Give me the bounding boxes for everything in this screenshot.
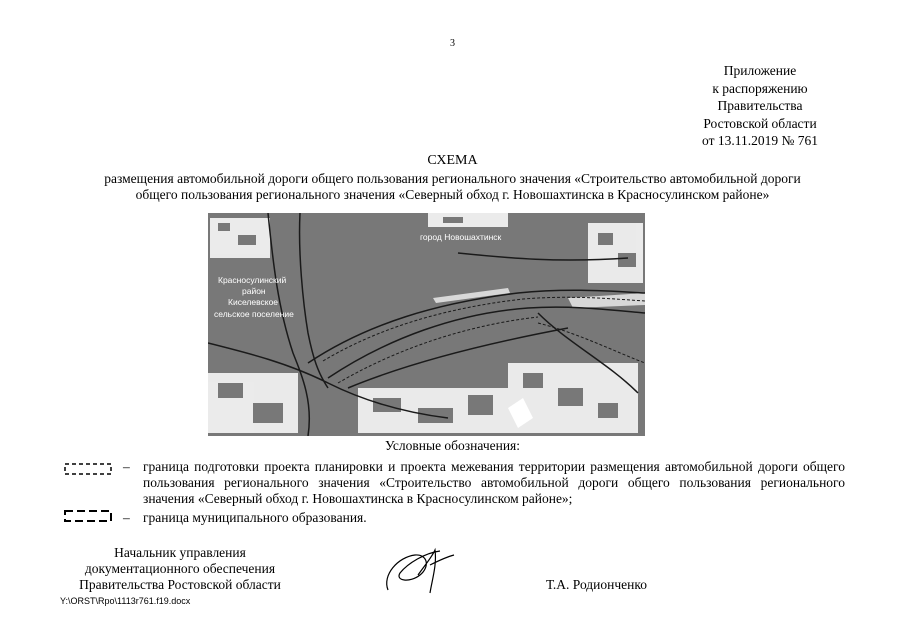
subtitle-line-2: общего пользования регионального значения «Северный обход г. Новошахтинска в Красносулинском районе» (135, 187, 770, 202)
map-image (208, 213, 645, 436)
map-label-settlement-2: сельское поселение (214, 309, 294, 319)
appendix-line: к распоряжению (712, 80, 808, 96)
scheme-map (208, 213, 645, 436)
legend-title: Условные обозначения: (384, 438, 521, 453)
map-label-district-1: Красносулинский (218, 275, 287, 285)
legend-text: граница подготовки проекта планировки и проекта межевания территории размещения автомобильной дороги общего пользования регионального значения «Строительство автомобильной дороги общего пользования регионального значения «Северный обход г. Новошахтинска в Красносулинском районе»; (143, 459, 845, 506)
signer-line: Правительства Ростовской области (79, 577, 281, 592)
map-label-district-2: район (242, 286, 266, 296)
appendix-line: Приложение (723, 63, 797, 78)
signature-icon (380, 545, 460, 600)
legend-dash: – (123, 459, 130, 474)
signer-line: Начальник управления (114, 545, 246, 560)
map-label-city: город Новошахтинск (420, 232, 502, 242)
subtitle-line-1: размещения автомобильной дороги общего пользования регионального значения «Строительство автомобильной дороги (104, 171, 801, 186)
appendix-line: Ростовской области (703, 115, 817, 131)
appendix-block (660, 62, 860, 150)
appendix-line: от 13.11.2019 № 761 (702, 133, 818, 148)
file-path: Y:\ORST\Rpo\1113r761.f19.docx (60, 596, 191, 606)
document-subtitle (40, 171, 865, 203)
document-title: СХЕМА (427, 153, 478, 168)
map-label-settlement-1: Киселевское (228, 297, 279, 307)
appendix-line: Правительства (717, 98, 803, 113)
signer-name: Т.А. Родионченко (546, 577, 647, 592)
signer-position (60, 545, 300, 593)
legend-text: граница муниципального образования. (143, 510, 367, 525)
legend-dash: – (123, 510, 130, 525)
page-number: 3 (450, 38, 455, 49)
dotted-boundary-icon (63, 462, 113, 476)
signer-line: документационного обеспечения (84, 561, 276, 576)
dashed-boundary-icon (63, 509, 113, 523)
